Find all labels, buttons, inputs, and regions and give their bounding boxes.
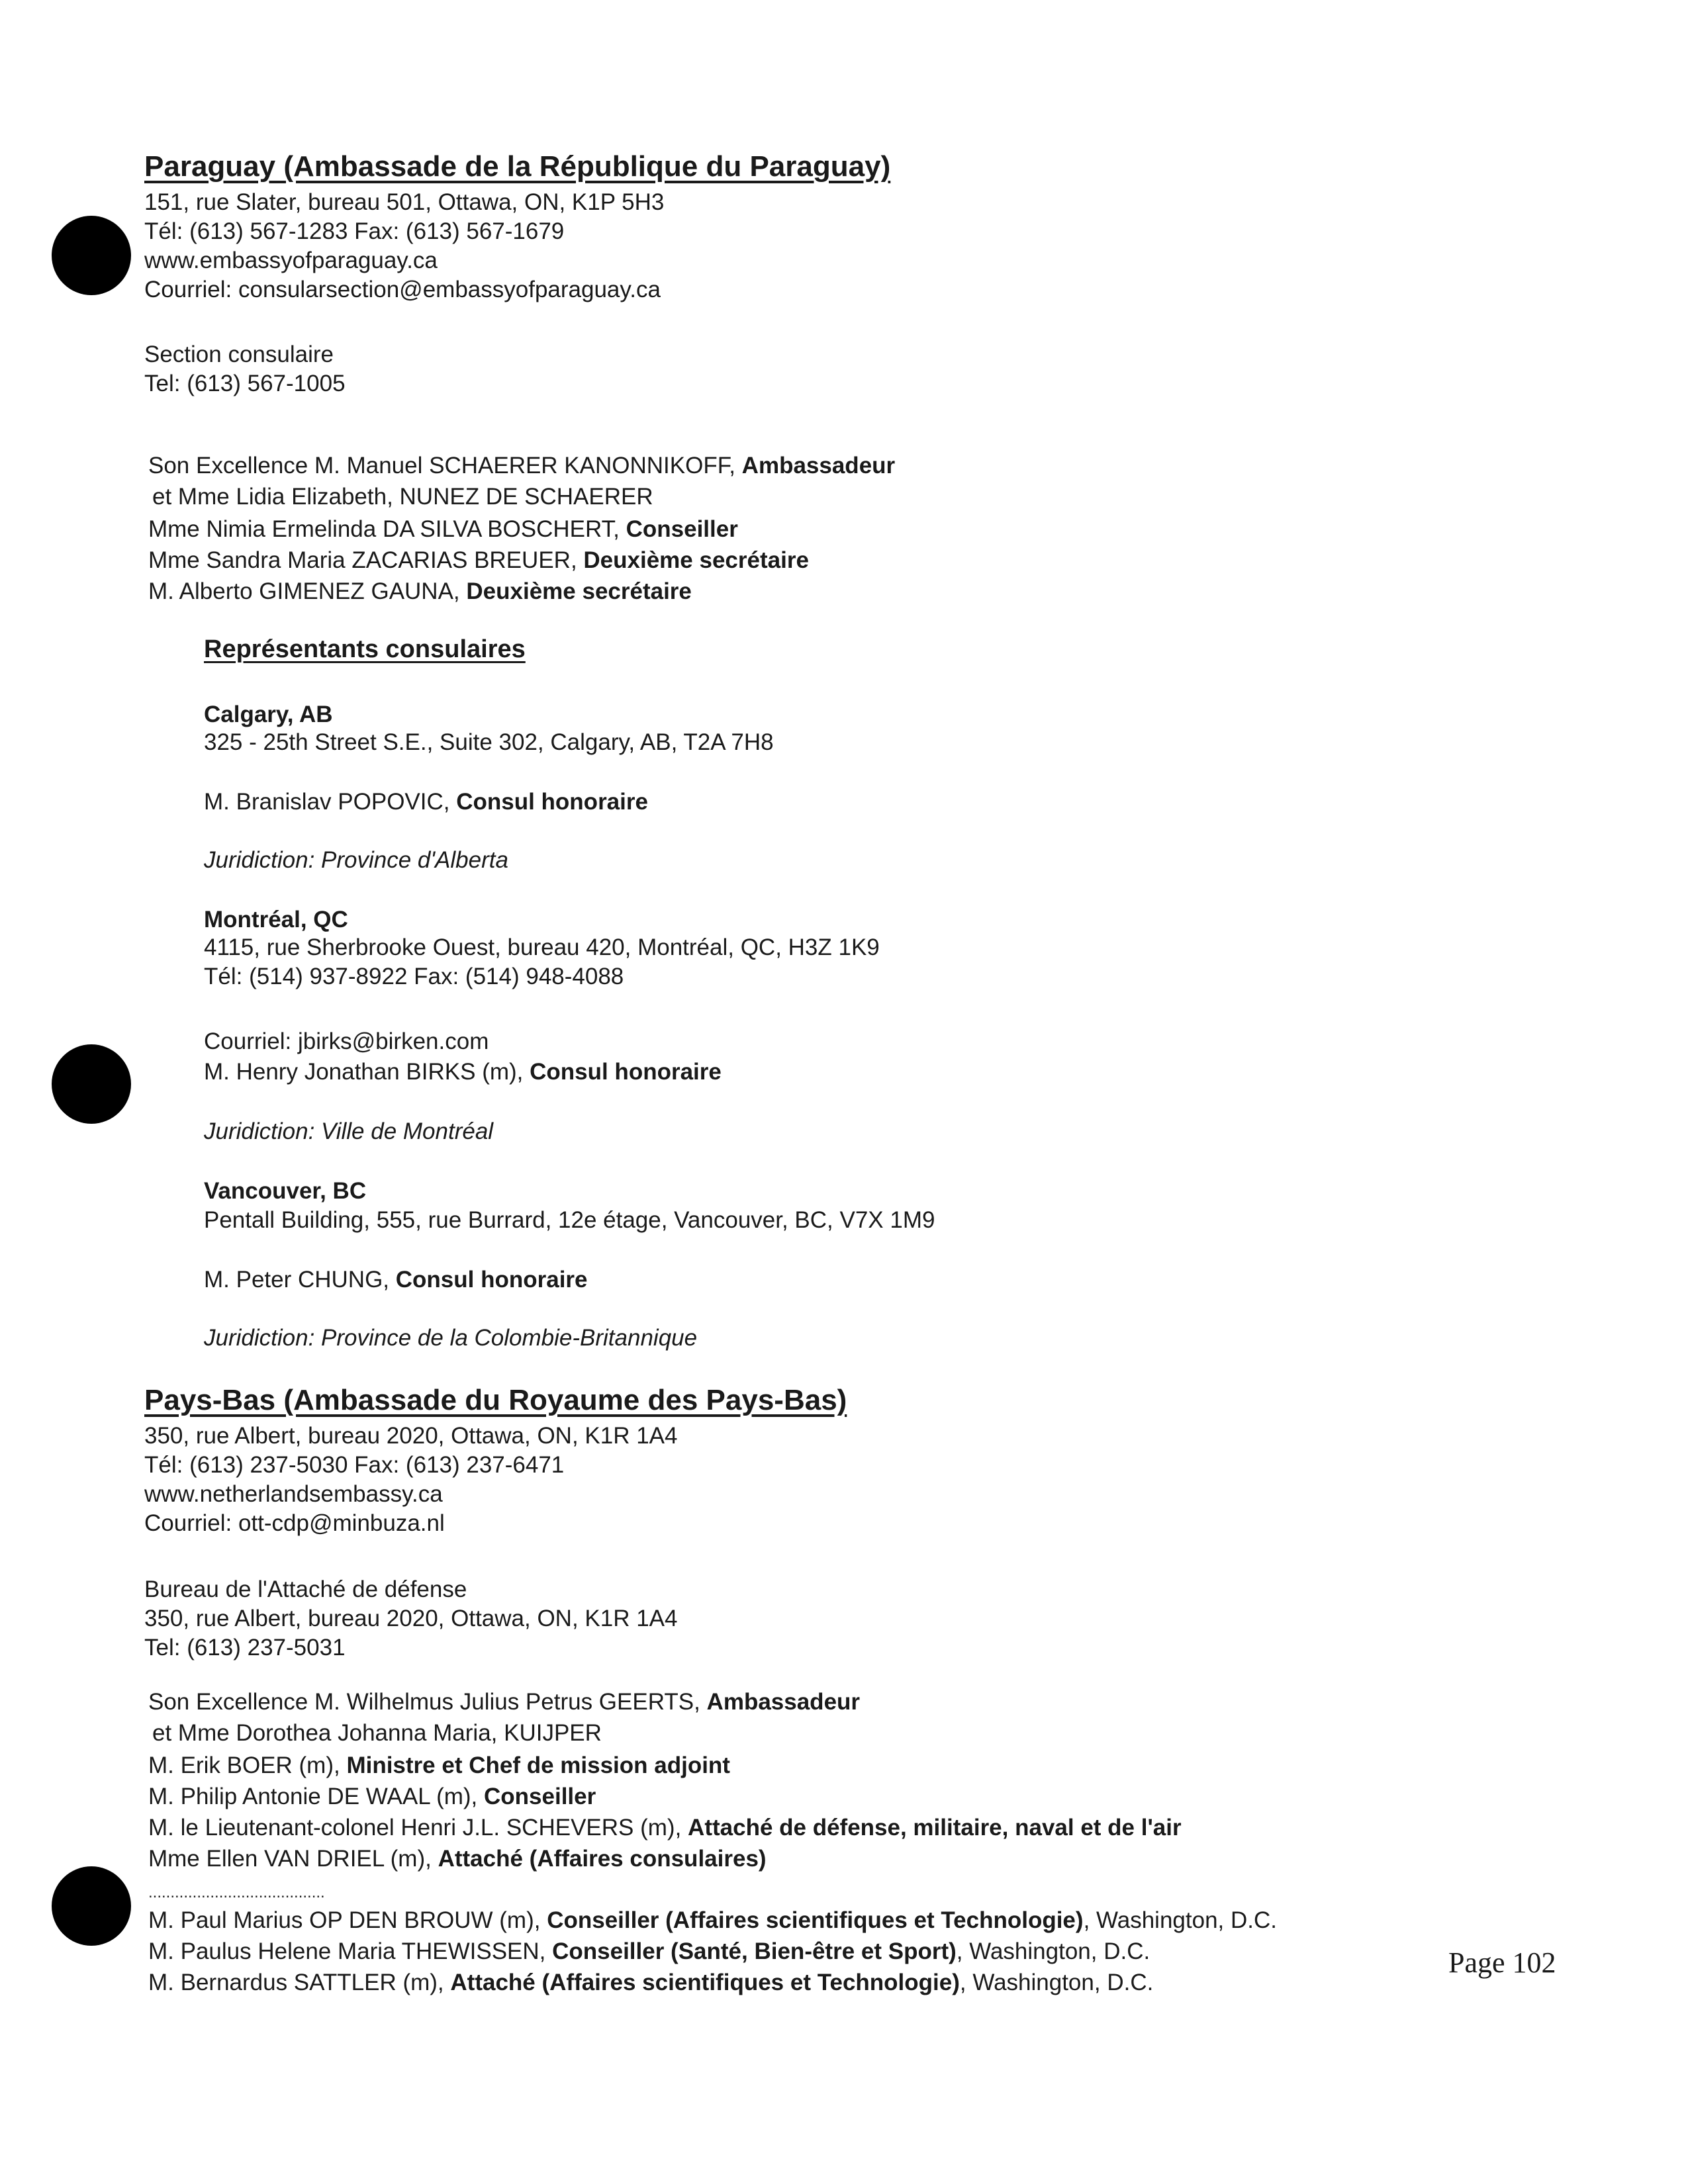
staff-name: Son Excellence M. Manuel SCHAERER KANONNIKOFF, [148, 453, 742, 478]
office-label: Bureau de l'Attaché de défense [144, 1576, 467, 1602]
staff-title: Deuxième secrétaire [583, 547, 809, 573]
staff-entry [148, 545, 895, 576]
consulate-city: Calgary, AB [204, 702, 333, 727]
staff-location: , Washington, D.C. [959, 1970, 1154, 1995]
paraguay-consular-section [144, 340, 346, 398]
consular-representatives-heading: Représentants consulaires [204, 635, 526, 663]
staff-entry [148, 1781, 1182, 1812]
paysbas-staff-list [148, 1686, 1182, 1874]
staff-entry [148, 450, 895, 481]
staff-name: M. Bernardus SATTLER (m), [148, 1970, 451, 1995]
staff-entry [148, 1717, 1182, 1749]
punch-hole-top [52, 216, 131, 295]
staff-name: Mme Sandra Maria ZACARIAS BREUER, [148, 547, 584, 573]
staff-entry [148, 1936, 1277, 1967]
address-line: 151, rue Slater, bureau 501, Ottawa, ON, K1P 5H3 [144, 189, 665, 215]
staff-title: Attaché de défense, militaire, naval et de l'air [688, 1815, 1182, 1841]
staff-title: Ministre et Chef de mission adjoint [346, 1752, 730, 1778]
person-name: M. Henry Jonathan BIRKS (m), [204, 1059, 530, 1085]
staff-name: Mme Nimia Ermelinda DA SILVA BOSCHERT, [148, 516, 626, 542]
staff-title: Conseiller [484, 1784, 596, 1809]
phone-line: Tél: (514) 937-8922 Fax: (514) 948-4088 [204, 964, 624, 989]
paraguay-staff-list [148, 450, 895, 607]
consulate-city: Vancouver, BC [204, 1178, 367, 1204]
person-name: M. Branislav POPOVIC, [204, 789, 457, 815]
consulate-jurisdiction: Juridiction: Province de la Colombie-Britannique [204, 1325, 698, 1351]
punch-hole-bottom [52, 1866, 131, 1946]
defense-attache-office [144, 1575, 677, 1662]
staff-entry [148, 1905, 1277, 1936]
staff-name: et Mme Lidia Elizabeth, NUNEZ DE SCHAERER [152, 484, 653, 510]
consulate-address [204, 933, 880, 991]
staff-title: Conseiller (Santé, Bien-être et Sport) [552, 1938, 957, 1964]
consulate-email[interactable]: Courriel: jbirks@birken.com [204, 1028, 489, 1054]
consulate-jurisdiction: Juridiction: Ville de Montréal [204, 1118, 494, 1144]
washington-staff-list [148, 1905, 1277, 1998]
phone-line: Tél: (613) 567-1283 Fax: (613) 567-1679 [144, 218, 565, 244]
staff-entry [148, 1750, 1182, 1781]
person-title: Consul honoraire [395, 1267, 588, 1293]
staff-name: M. Erik BOER (m), [148, 1752, 347, 1778]
punch-hole-middle [52, 1044, 131, 1124]
consulate-jurisdiction: Juridiction: Province d'Alberta [204, 847, 508, 873]
consulate-address: Pentall Building, 555, rue Burrard, 12e étage, Vancouver, BC, V7X 1M9 [204, 1207, 935, 1233]
staff-entry [148, 576, 895, 607]
phone-line: Tel: (613) 237-5031 [144, 1635, 346, 1661]
staff-name: M. Philip Antonie DE WAAL (m), [148, 1784, 485, 1809]
staff-name: M. Paul Marius OP DEN BROUW (m), [148, 1907, 547, 1933]
staff-title: Ambassadeur [741, 453, 896, 478]
person-title: Consul honoraire [456, 789, 648, 815]
staff-name: et Mme Dorothea Johanna Maria, KUIJPER [152, 1720, 602, 1746]
page-number: Page 102 [1448, 1946, 1556, 1979]
phone-line: Tél: (613) 237-5030 Fax: (613) 237-6471 [144, 1452, 565, 1478]
consulate-person [204, 1265, 588, 1295]
staff-title: Conseiller [626, 516, 738, 542]
staff-title: Attaché (Affaires consulaires) [438, 1846, 767, 1872]
staff-title: Conseiller (Affaires scientifiques et Technologie) [547, 1907, 1084, 1933]
address-line: 350, rue Albert, bureau 2020, Ottawa, ON, K1R 1A4 [144, 1606, 678, 1631]
staff-entry [148, 514, 895, 545]
person-title: Consul honoraire [530, 1059, 722, 1085]
consular-section-phone: Tel: (613) 567-1005 [144, 371, 346, 396]
website-link[interactable]: www.netherlandsembassy.ca [144, 1481, 443, 1507]
staff-name: Mme Ellen VAN DRIEL (m), [148, 1846, 438, 1872]
consular-section-label: Section consulaire [144, 341, 334, 367]
staff-title: Deuxième secrétaire [466, 578, 692, 604]
email-link[interactable]: Courriel: ott-cdp@minbuza.nl [144, 1510, 445, 1536]
staff-entry [148, 1812, 1182, 1843]
staff-entry [148, 481, 895, 512]
paysbas-address [144, 1422, 677, 1538]
address-line: 4115, rue Sherbrooke Ouest, bureau 420, Montréal, QC, H3Z 1K9 [204, 934, 880, 960]
staff-name: M. Paulus Helene Maria THEWISSEN, [148, 1938, 553, 1964]
staff-entry [148, 1686, 1182, 1717]
staff-name: Son Excellence M. Wilhelmus Julius Petrus GEERTS, [148, 1689, 707, 1715]
staff-location: , Washington, D.C. [956, 1938, 1150, 1964]
address-line: 350, rue Albert, bureau 2020, Ottawa, ON, K1R 1A4 [144, 1423, 678, 1449]
dotted-separator: ........................................ [148, 1884, 325, 1901]
person-name: M. Peter CHUNG, [204, 1267, 396, 1293]
staff-entry [148, 1967, 1277, 1998]
website-link[interactable]: www.embassyofparaguay.ca [144, 248, 438, 273]
paysbas-heading: Pays-Bas (Ambassade du Royaume des Pays-Bas) [144, 1384, 847, 1416]
staff-name: M. le Lieutenant-colonel Henri J.L. SCHEVERS (m), [148, 1815, 688, 1841]
email-link[interactable]: Courriel: consularsection@embassyofparaguay.ca [144, 277, 661, 302]
staff-title: Ambassadeur [706, 1689, 861, 1715]
consulate-city: Montréal, QC [204, 907, 348, 933]
staff-location: , Washington, D.C. [1083, 1907, 1277, 1933]
consulate-person [204, 1058, 722, 1087]
consulate-person [204, 788, 648, 817]
consulate-address: 325 - 25th Street S.E., Suite 302, Calgary, AB, T2A 7H8 [204, 729, 774, 755]
paraguay-address [144, 188, 664, 304]
staff-entry [148, 1843, 1182, 1874]
staff-title: Attaché (Affaires scientifiques et Technologie) [450, 1970, 960, 1995]
paraguay-heading: Paraguay (Ambassade de la République du Paraguay) [144, 150, 891, 183]
staff-name: M. Alberto GIMENEZ GAUNA, [148, 578, 467, 604]
